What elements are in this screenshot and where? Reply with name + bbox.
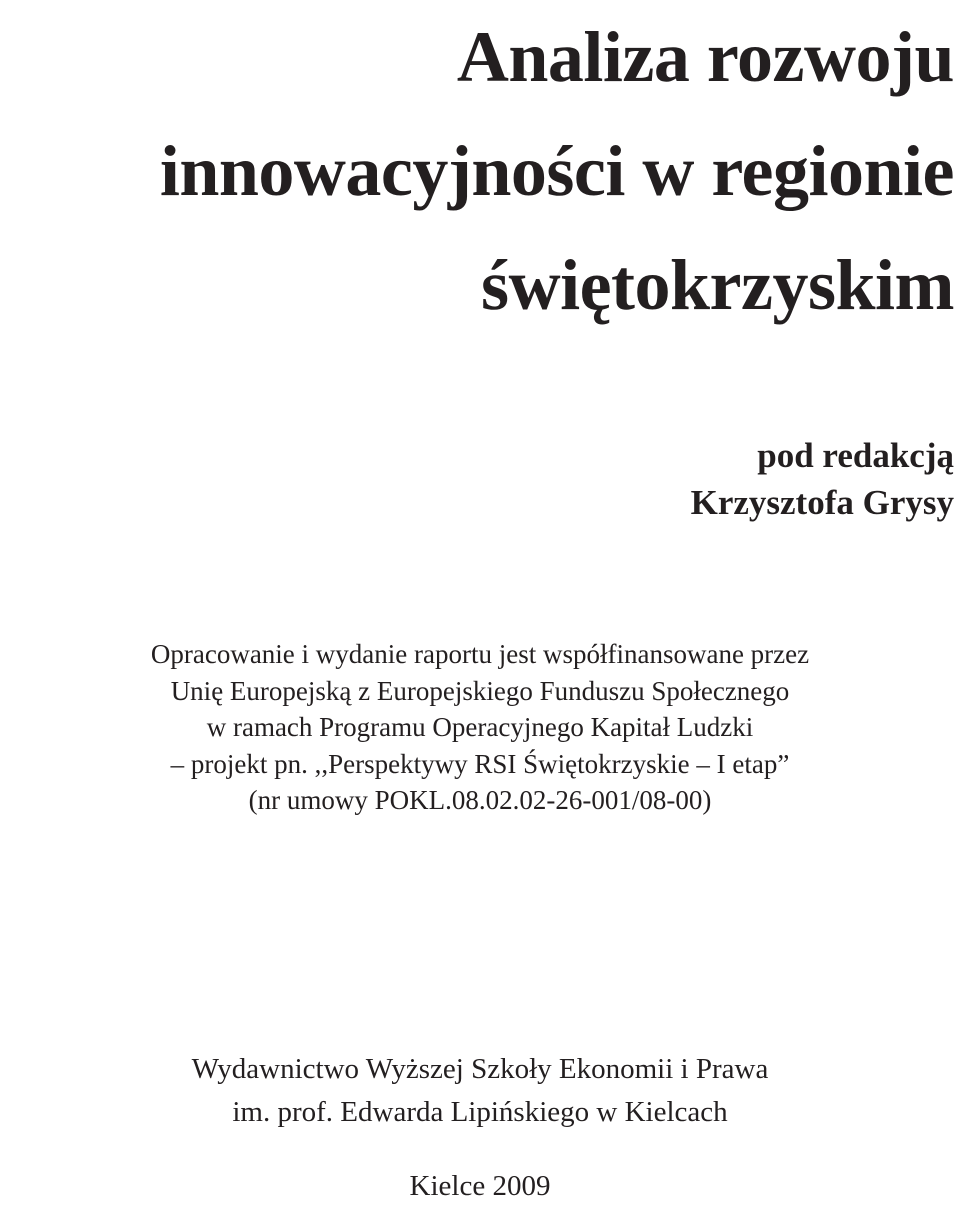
title-line-2: innowacyjności w regionie xyxy=(159,131,954,211)
editor-credit xyxy=(691,432,954,526)
funding-line-3: w ramach Programu Operacyjnego Kapitał Ludzki xyxy=(206,712,754,742)
title-line-1: Analiza rozwoju xyxy=(456,17,954,97)
editor-label: pod redakcją xyxy=(757,436,954,475)
funding-line-2: Unię Europejską z Europejskiego Funduszu Społecznego xyxy=(170,675,790,706)
title-line-3: świętokrzyskim xyxy=(481,245,954,325)
funding-line-5: (nr umowy POKL.08.02.02-26-001/08-00) xyxy=(248,785,712,815)
funding-statement xyxy=(0,636,960,819)
funding-line-1: Opracowanie i wydanie raportu jest współfinansowane przez xyxy=(150,639,810,669)
publisher-line-1: Wydawnictwo Wyższej Szkoły Ekonomii i Prawa xyxy=(191,1053,769,1085)
funding-line-4: – projekt pn. ,,Perspektywy RSI Świętokrzyskie – I etap” xyxy=(170,748,790,779)
publisher-line-2: im. prof. Edwarda Lipińskiego w Kielcach xyxy=(232,1096,728,1128)
publisher xyxy=(0,1048,960,1134)
book-title xyxy=(160,0,954,342)
editor-name: Krzysztofa Grysy xyxy=(690,483,954,522)
place-and-year: Kielce 2009 xyxy=(409,1170,551,1202)
